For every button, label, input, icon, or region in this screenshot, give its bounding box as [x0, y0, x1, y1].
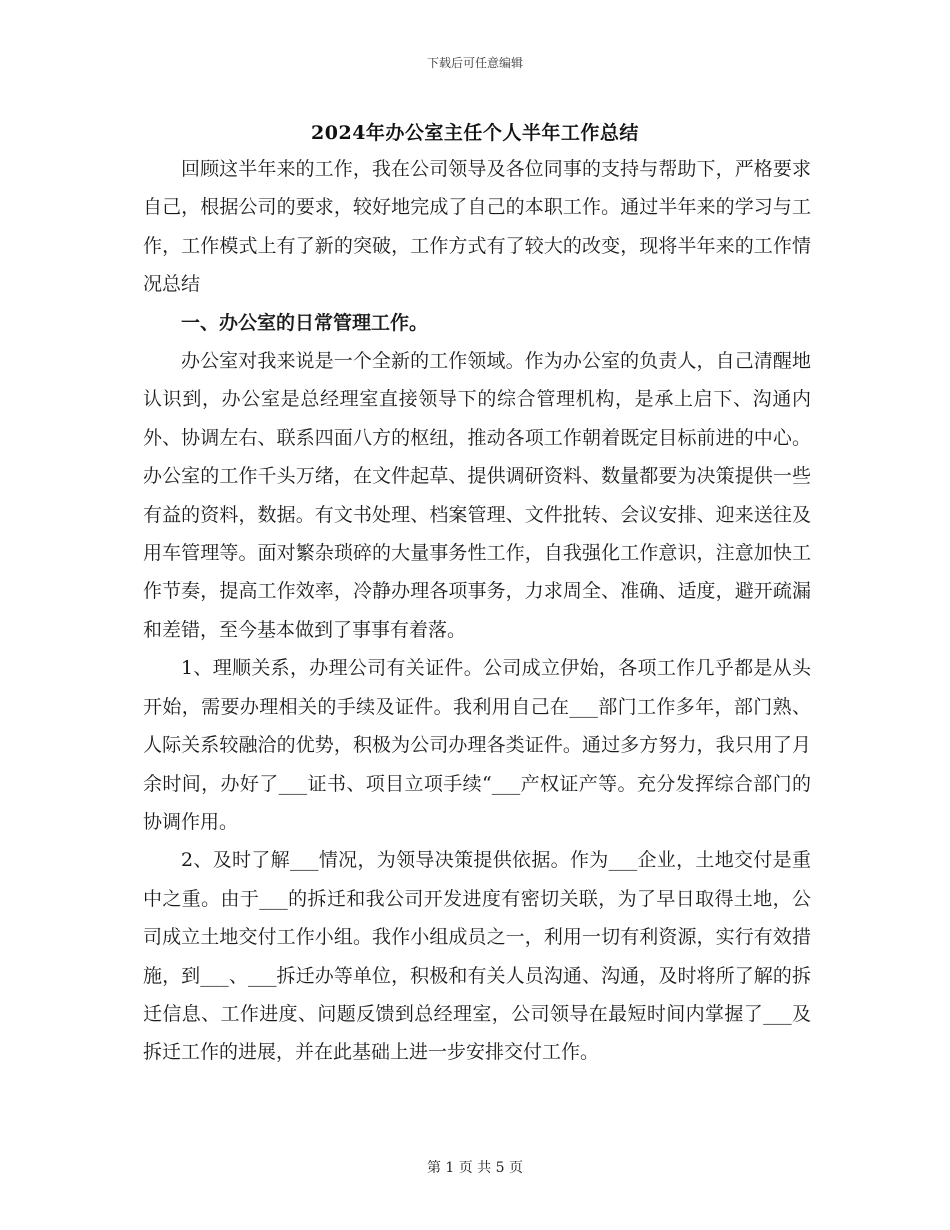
page-footer: 第 1 页 共 5 页 [426, 1160, 524, 1176]
section-heading: 一、办公室的日常管理工作。 [181, 311, 429, 334]
document-body [143, 150, 811, 1072]
body-paragraph: 办公室对我来说是一个全新的工作领域。作为办公室的负责人，自己清醒地认识到，办公室是总经理室直接领导下的综合管理机构，是承上启下、沟通内外、协调左右、联系四面八方的枢纽，推动各项工作朝着既定目标前进的中心。办公室的工作千头万绪，在文件起草、提供调研资料、数量都要为决策提供一些有益的资料，数据。有文书处理、档案管理、文件批转、会议安排、迎来送往及用车管理等。面对繁杂琐碎的大量事务性工作，自我强化工作意识，注意加快工作节奏，提高工作效率，冷静办理各项事务，力求周全、准确、适度，避开疏漏和差错，至今基本做到了事事有着落。 [143, 350, 811, 641]
intro-paragraph: 回顾这半年来的工作，我在公司领导及各位同事的支持与帮助下，严格要求自己，根据公司的要求，较好地完成了自己的本职工作。通过半年来的学习与工作，工作模式上有了新的突破，工作方式有了较大的改变，现将半年来的工作情况总结 [143, 158, 811, 296]
header-note: 下载后可任意编辑 [426, 56, 523, 70]
body-paragraph: 2、及时了解___情况，为领导决策提供依据。作为___企业，土地交付是重中之重。由于___的拆迁和我公司开发进度有密切关联，为了早日取得土地，公司成立土地交付工作小组。我作小组成员之一，利用一切有利资源，实行有效措施，到___、___拆迁办等单位，积极和有关人员沟通、沟通，及时将所了解的拆迁信息、工作进度、问题反馈到总经理室，公司领导在最短时间内掌握了___及拆迁工作的进展，并在此基础上进一步安排交付工作。 [143, 849, 811, 1064]
body-paragraph: 1、理顺关系，办理公司有关证件。公司成立伊始，各项工作几乎都是从头开始，需要办理相关的手续及证件。我利用自己在___部门工作多年，部门熟、人际关系较融洽的优势，积极为公司办理各类证件。通过多方努力，我只用了月余时间，办好了___证书、项目立项手续“___产权证产等。充分发挥综合部门的协调作用。 [143, 657, 811, 833]
document-title: 2024年办公室主任个人半年工作总结 [311, 122, 639, 144]
